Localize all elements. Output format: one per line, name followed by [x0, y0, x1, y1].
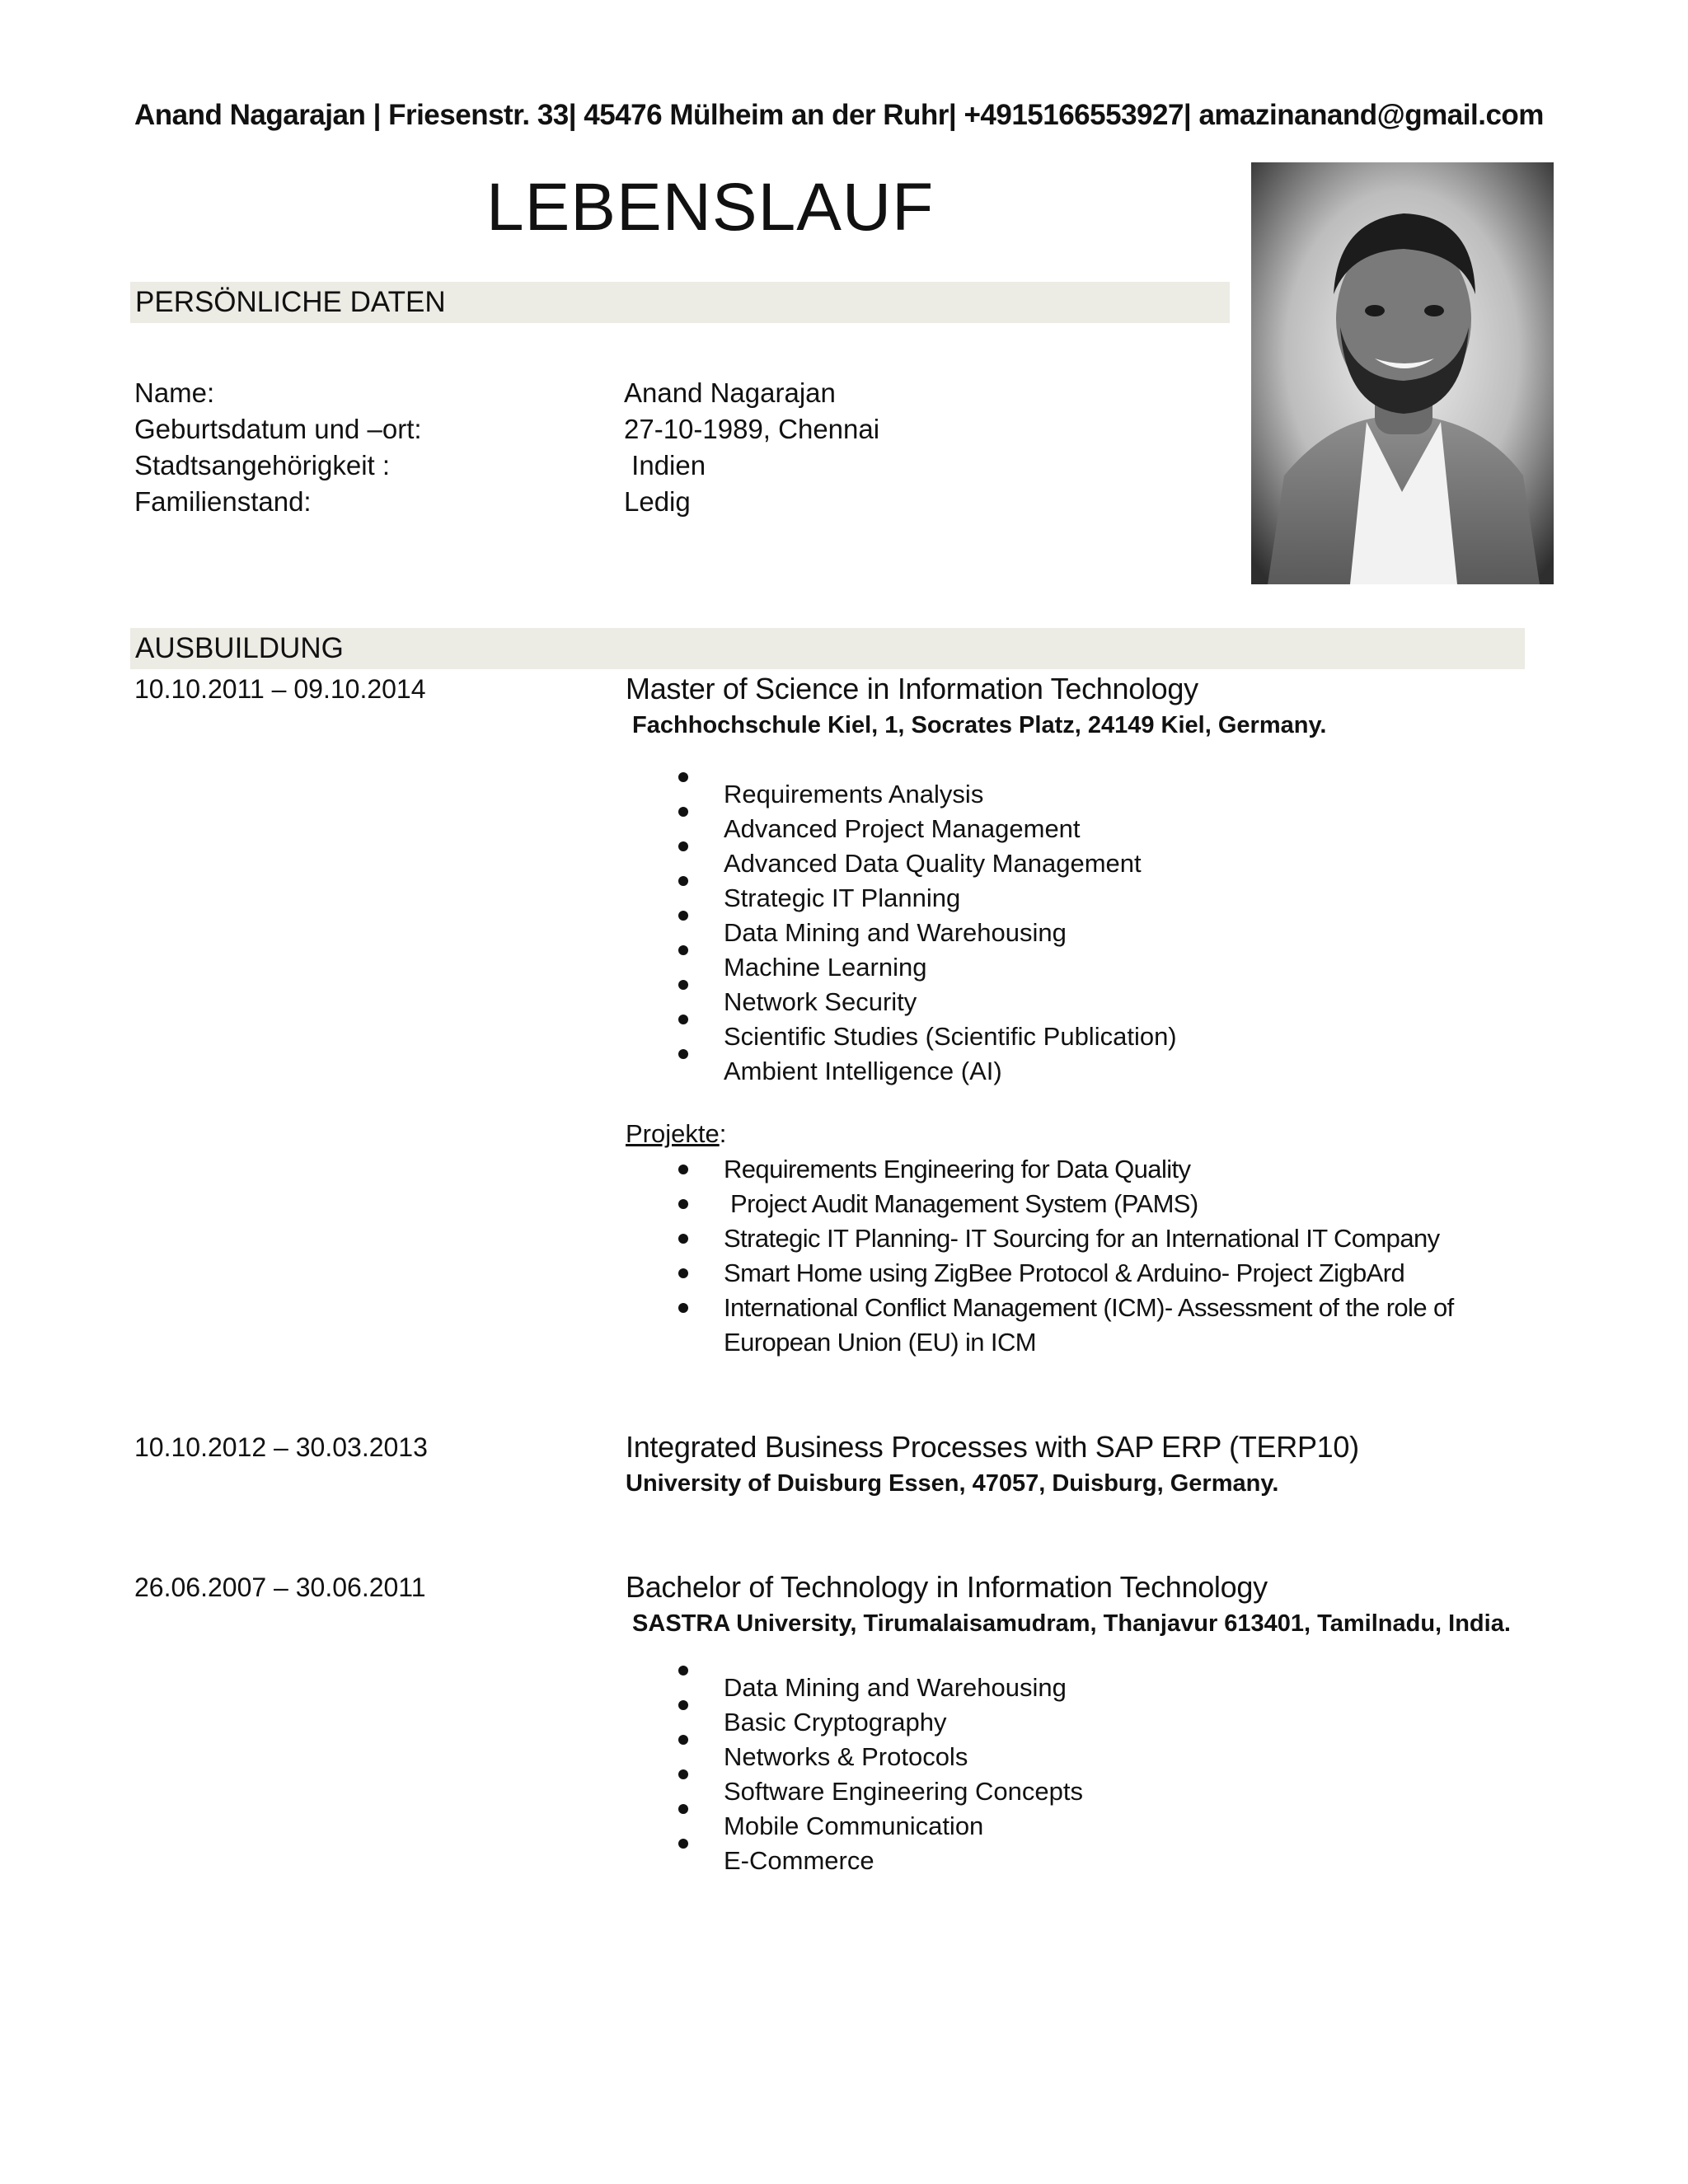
- course-name: Ambient Intelligence (AI): [724, 1057, 1002, 1085]
- course-name: E-Commerce: [724, 1846, 874, 1875]
- list-item: [626, 812, 1177, 846]
- personal-value: Indien: [624, 450, 706, 480]
- profile-photo: [1251, 162, 1554, 584]
- course-name: Software Engineering Concepts: [724, 1777, 1083, 1806]
- bullet-icon: [626, 1187, 724, 1221]
- project-name: Strategic IT Planning- IT Sourcing for an International IT Company: [724, 1224, 1440, 1253]
- education-degree: Integrated Business Processes with SAP ERP (TERP10): [626, 1430, 1359, 1464]
- list-item: [626, 1054, 1177, 1089]
- list-item: [626, 1740, 1083, 1774]
- contact-line: Anand Nagarajan | Friesenstr. 33| 45476 Mülheim an der Ruhr| +4915166553927| amazinanand@gmail.com: [134, 99, 1544, 131]
- course-name: Networks & Protocols: [724, 1742, 968, 1771]
- personal-label: Geburtsdatum und –ort:: [134, 414, 422, 444]
- project-name: Project Audit Management System (PAMS): [724, 1189, 1198, 1218]
- personal-value: Ledig: [624, 486, 691, 517]
- projects-label-colon: :: [719, 1119, 727, 1148]
- personal-label: Stadtsangehörigkeit :: [134, 450, 391, 480]
- course-name: Data Mining and Warehousing: [724, 1673, 1067, 1702]
- list-item: [626, 1221, 1550, 1256]
- list-item: [626, 916, 1177, 950]
- course-name: Advanced Project Management: [724, 814, 1081, 843]
- course-name: Scientific Studies (Scientific Publication): [724, 1022, 1177, 1051]
- personal-value: 27-10-1989, Chennai: [624, 414, 880, 444]
- project-list: [626, 1152, 1550, 1360]
- list-item: [626, 1019, 1177, 1054]
- course-name: Machine Learning: [724, 953, 927, 982]
- list-item: [626, 1152, 1550, 1187]
- course-name: Strategic IT Planning: [724, 883, 961, 912]
- bullet-icon: [626, 1221, 724, 1256]
- bullet-icon: [626, 1256, 724, 1291]
- personal-label: Familienstand:: [134, 486, 312, 517]
- list-item: [626, 846, 1177, 881]
- project-name: Smart Home using ZigBee Protocol & Arduino- Project ZigbArd: [724, 1258, 1405, 1287]
- education-school: University of Duisburg Essen, 47057, Duisburg, Germany.: [626, 1470, 1279, 1497]
- section-heading-education: AUSBUILDUNG: [130, 628, 1525, 669]
- list-item: [626, 1844, 1083, 1878]
- course-name: Data Mining and Warehousing: [724, 918, 1067, 947]
- list-item: [626, 1809, 1083, 1844]
- list-item: [626, 881, 1177, 916]
- page-title: LEBENSLAUF: [486, 170, 935, 245]
- course-name: Advanced Data Quality Management: [724, 849, 1142, 878]
- project-name: Requirements Engineering for Data Quality: [724, 1155, 1191, 1183]
- list-item: [626, 950, 1177, 985]
- list-item: [626, 1256, 1550, 1291]
- education-date: 26.06.2007 – 30.06.2011: [134, 1572, 426, 1602]
- education-school: Fachhochschule Kiel, 1, Socrates Platz, 24149 Kiel, Germany.: [626, 712, 1327, 738]
- education-date: 10.10.2011 – 09.10.2014: [134, 674, 426, 704]
- list-item: [626, 1774, 1083, 1809]
- education-date: 10.10.2012 – 30.03.2013: [134, 1432, 428, 1462]
- list-item: [626, 1187, 1550, 1221]
- bullet-icon: [626, 1152, 724, 1187]
- list-item: [626, 1291, 1550, 1360]
- bullet-icon: [626, 1291, 724, 1325]
- education-school: SASTRA University, Tirumalaisamudram, Thanjavur 613401, Tamilnadu, India.: [626, 1610, 1511, 1637]
- course-name: Requirements Analysis: [724, 780, 984, 808]
- course-name: Mobile Communication: [724, 1811, 984, 1840]
- personal-value: Anand Nagarajan: [624, 377, 836, 408]
- list-item: [626, 777, 1177, 812]
- course-name: Network Security: [724, 987, 917, 1016]
- projects-label: [626, 1119, 726, 1149]
- course-name: Basic Cryptography: [724, 1708, 947, 1736]
- list-item: [626, 1671, 1083, 1705]
- course-list-master: [626, 777, 1177, 1089]
- course-list-bachelor: [626, 1671, 1083, 1878]
- education-degree: Bachelor of Technology in Information Technology: [626, 1570, 1268, 1604]
- list-item: [626, 1705, 1083, 1740]
- projects-label-text: Projekte: [626, 1119, 720, 1148]
- list-item: [626, 985, 1177, 1019]
- section-heading-personal: PERSÖNLICHE DATEN: [130, 282, 1230, 323]
- portrait-illustration: [1251, 162, 1554, 584]
- project-name: International Conflict Management (ICM)- Assessment of the role of European Union (EU) in ICM: [724, 1293, 1454, 1357]
- education-degree: Master of Science in Information Technology: [626, 672, 1198, 705]
- personal-label: Name:: [134, 377, 215, 408]
